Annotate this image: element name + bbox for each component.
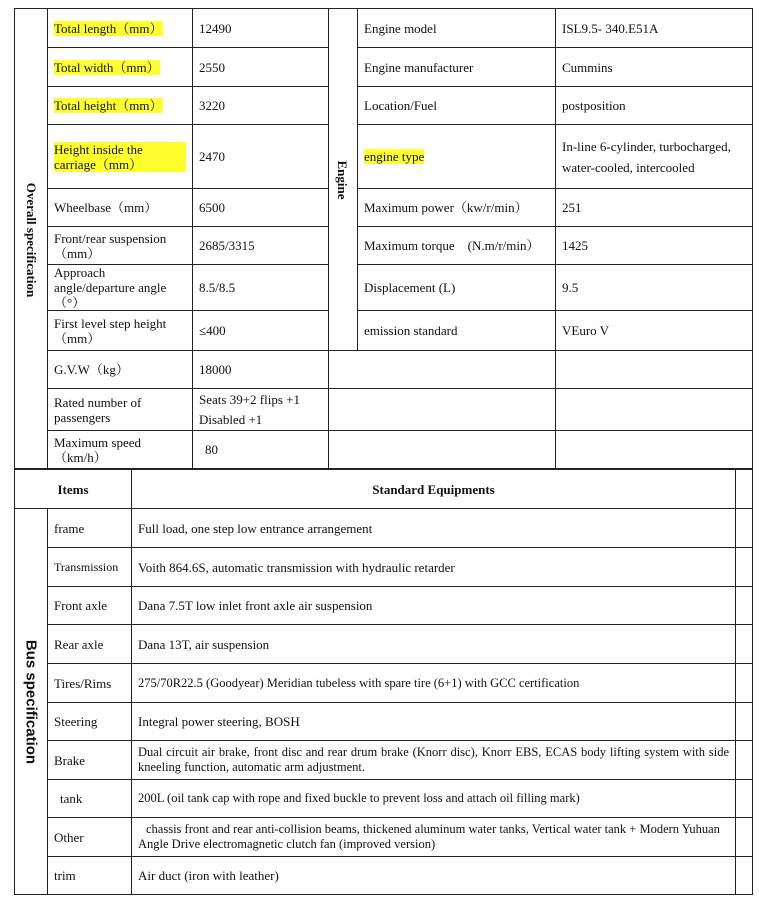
engine-row-power-label: Maximum power（kw/r/min） <box>364 200 528 215</box>
bus-spec-table <box>0 470 759 900</box>
spec-row-max-speed-label: Maximum speed（km/h） <box>54 434 142 465</box>
bus-row-transmission-item: Transmission <box>54 559 119 574</box>
bus-row-trim-equipment: Air duct (iron with leather) <box>138 868 279 883</box>
engine-row-torque-value: 1425 <box>562 238 588 253</box>
bus-row-other-equipment: chassis front and rear anti-collision beams, thickened aluminum water tanks, Vertical water tank + Modern Yuhuan Angle Drive electromagnetic clutch fan (improved version) <box>138 822 720 851</box>
spec-row-passengers-label: Rated number of passengers <box>54 394 142 425</box>
engine-row-torque-label: Maximum torque (N.m/r/min） <box>364 238 540 253</box>
engine-row-emission-value: VEuro V <box>562 323 610 338</box>
bus-row-rear-axle-equipment: Dana 13T, air suspension <box>138 636 270 652</box>
bus-row-transmission-equipment: Voith 864.6S, automatic transmission with hydraulic retarder <box>138 559 455 575</box>
header-standard-equipments: Standard Equipments <box>372 482 495 497</box>
engine-row-power-value: 251 <box>562 200 582 215</box>
bus-row-brake-item: Brake <box>54 752 86 768</box>
engine-row-location-value: postposition <box>562 98 626 113</box>
spec-row-step-height-label: First level step height（mm） <box>54 315 167 346</box>
spec-row-total-length-value: 12490 <box>199 20 232 36</box>
bus-row-frame-item: frame <box>54 520 85 536</box>
overall-spec-section-label: Overall specification <box>24 182 39 298</box>
spec-row-angle-label: Approach angle/departure angle（°） <box>54 265 167 310</box>
spec-row-total-width-value: 2550 <box>199 59 225 75</box>
spec-row-carriage-height-value: 2470 <box>199 149 225 164</box>
spec-row-passengers-value: Seats 39+2 flips +1 Disabled +1 <box>199 391 300 427</box>
engine-row-model-label: Engine model <box>364 20 437 36</box>
engine-row-displacement-value: 9.5 <box>562 280 579 295</box>
engine-row-displacement-label: Displacement (L) <box>364 280 456 295</box>
spec-row-suspension-label: Front/rear suspension（mm） <box>54 230 167 261</box>
header-items: Items <box>57 482 89 497</box>
spec-row-total-length-label: Total length（mm） <box>54 20 163 36</box>
bus-row-frame-equipment: Full load, one step low entrance arrangement <box>138 520 373 536</box>
bus-row-tank-equipment: 200L (oil tank cap with rope and fixed buckle to prevent loss and attach oil filling mark) <box>138 791 580 805</box>
spec-row-gvw-value: 18000 <box>199 362 232 377</box>
bus-row-tires-equipment: 275/70R22.5 (Goodyear) Meridian tubeless with spare tire (6+1) with GCC certification <box>138 675 580 690</box>
bus-row-front-axle-item: Front axle <box>54 598 108 613</box>
spec-row-wheelbase-value: 6500 <box>199 200 225 215</box>
bus-row-steering-item: Steering <box>54 714 98 729</box>
spec-row-max-speed-value: 80 <box>205 442 218 457</box>
bus-row-front-axle-equipment: Dana 7.5T low inlet front axle air suspension <box>138 598 373 613</box>
bus-row-other-item: Other <box>54 829 84 845</box>
spec-row-total-height-label: Total height（mm） <box>54 98 163 113</box>
bus-row-steering-equipment: Integral power steering, BOSH <box>138 714 300 729</box>
spec-row-total-height-value: 3220 <box>199 98 225 113</box>
bus-row-trim-item: trim <box>54 868 76 883</box>
spec-row-angle-value: 8.5/8.5 <box>199 280 236 295</box>
bus-row-tank-item: tank <box>60 791 83 806</box>
engine-row-type-label: engine type <box>364 149 425 164</box>
spec-row-total-width-label: Total width（mm） <box>54 59 160 75</box>
spec-row-carriage-height-label: Height inside the carriage（mm） <box>48 125 192 188</box>
bus-row-tires-item: Tires/Rims <box>54 675 112 691</box>
spec-row-gvw-label: G.V.W（kg） <box>54 362 129 377</box>
engine-row-type-value: In-line 6-cylinder, turbocharged, water-cooled, intercooled <box>562 138 731 175</box>
bus-spec-section-label: Bus specification <box>22 639 40 765</box>
engine-row-manufacturer-value: Cummins <box>562 59 613 75</box>
bus-row-brake-equipment: Dual circuit air brake, front disc and rear drum brake (Knorr disc), Knorr EBS, ECAS body lifting system with side kneeling function, automatic arm adjustment. <box>138 745 729 774</box>
spec-row-wheelbase-label: Wheelbase（mm） <box>54 200 158 215</box>
spec-row-step-height-value: ≤400 <box>199 323 226 338</box>
engine-row-location-label: Location/Fuel <box>364 98 437 113</box>
engine-row-manufacturer-label: Engine manufacturer <box>364 59 474 75</box>
spec-row-suspension-value: 2685/3315 <box>199 238 255 253</box>
engine-row-emission-label: emission standard <box>364 323 458 338</box>
engine-row-model-value: ISL9.5- 340.E51A <box>562 20 659 36</box>
engine-section-label: Engine <box>335 160 350 200</box>
bus-row-rear-axle-item: Rear axle <box>54 636 104 652</box>
